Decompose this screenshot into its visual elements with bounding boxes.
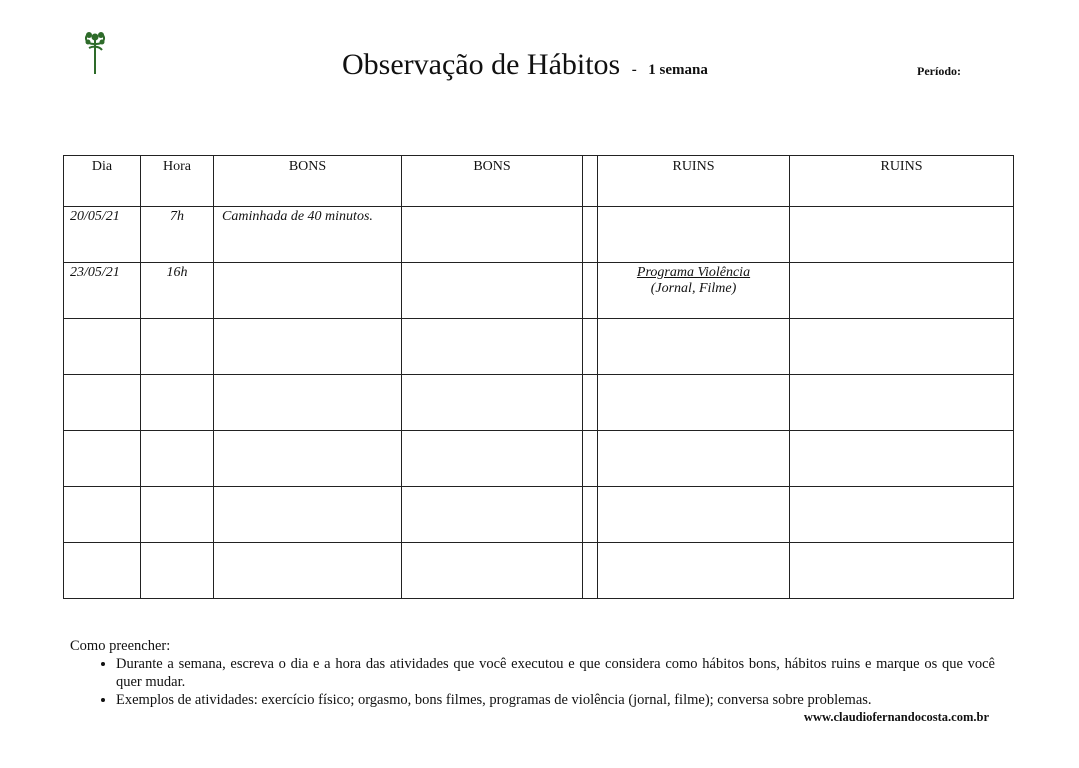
cell-dia[interactable]: 20/05/21: [64, 207, 141, 263]
instruction-item: • Durante a semana, escreva o dia e a hora das atividades que você executou e que considera como hábitos bons, hábitos ruins e marque os que você quer mudar.: [116, 655, 995, 691]
instructions-list: [70, 655, 995, 709]
cell-spacer: [583, 431, 598, 487]
cell-bons-2[interactable]: [402, 207, 583, 263]
cell-dia[interactable]: [64, 319, 141, 375]
cell-ruins-2[interactable]: [790, 431, 1014, 487]
cell-hora[interactable]: [141, 431, 214, 487]
cell-bons-2[interactable]: [402, 319, 583, 375]
cell-hora[interactable]: [141, 319, 214, 375]
header-spacer: [583, 156, 598, 207]
cell-ruins-1[interactable]: [598, 319, 790, 375]
cell-dia[interactable]: [64, 487, 141, 543]
table-row: [64, 263, 1014, 319]
cell-ruins-2[interactable]: [790, 263, 1014, 319]
cell-dia[interactable]: [64, 375, 141, 431]
instruction-item: • Exemplos de atividades: exercício físico; orgasmo, bons filmes, programas de violência (jornal, filme); conversa sobre problemas.: [116, 691, 995, 709]
cell-bons-1[interactable]: [214, 375, 402, 431]
cell-bons-1[interactable]: [214, 543, 402, 599]
cell-hora[interactable]: 7h: [141, 207, 214, 263]
cell-ruins-2[interactable]: [790, 487, 1014, 543]
cell-spacer: [583, 543, 598, 599]
cell-ruins-2[interactable]: [790, 543, 1014, 599]
table-header-row: [64, 156, 1014, 207]
cell-spacer: [583, 263, 598, 319]
cell-spacer: [583, 487, 598, 543]
cell-ruins-1[interactable]: [598, 487, 790, 543]
cell-dia[interactable]: [64, 431, 141, 487]
header-hora: Hora: [141, 156, 214, 207]
cell-ruins-2[interactable]: [790, 319, 1014, 375]
cell-spacer: [583, 207, 598, 263]
header-ruins-1: RUINS: [598, 156, 790, 207]
cell-ruins-2[interactable]: [790, 375, 1014, 431]
instructions-heading: Como preencher:: [70, 638, 171, 654]
ruins-line-1: Programa Violência: [636, 265, 751, 280]
table-row: [64, 487, 1014, 543]
cell-ruins-1[interactable]: [598, 375, 790, 431]
cell-bons-1[interactable]: [214, 487, 402, 543]
cell-ruins-1[interactable]: [598, 431, 790, 487]
header-dia: Dia: [64, 156, 141, 207]
cell-hora[interactable]: [141, 543, 214, 599]
page-title: [342, 48, 708, 82]
cell-bons-1[interactable]: [214, 319, 402, 375]
title-text: Observação de Hábitos: [342, 48, 621, 81]
instructions: [70, 637, 995, 709]
cell-bons-2[interactable]: [402, 375, 583, 431]
cell-bons-1[interactable]: [214, 431, 402, 487]
title-separator: -: [631, 62, 637, 78]
logo-icon: [80, 28, 112, 76]
habits-table: [63, 155, 1014, 599]
cell-dia[interactable]: [64, 543, 141, 599]
cell-bons-1[interactable]: [214, 263, 402, 319]
table-row: [64, 207, 1014, 263]
cell-bons-2[interactable]: [402, 487, 583, 543]
cell-ruins-1[interactable]: [598, 543, 790, 599]
header-ruins-2: RUINS: [790, 156, 1014, 207]
table-row: [64, 543, 1014, 599]
header-bons-2: BONS: [402, 156, 583, 207]
cell-ruins-2[interactable]: [790, 207, 1014, 263]
cell-hora[interactable]: [141, 487, 214, 543]
title-subtitle: 1 semana: [648, 62, 708, 78]
cell-hora[interactable]: [141, 375, 214, 431]
header-bons-1: BONS: [214, 156, 402, 207]
cell-dia[interactable]: 23/05/21: [64, 263, 141, 319]
table-row: [64, 319, 1014, 375]
cell-bons-2[interactable]: [402, 431, 583, 487]
cell-ruins-1[interactable]: [598, 263, 790, 319]
period-label: Período:: [917, 64, 961, 78]
website-link[interactable]: www.claudiofernandocosta.com.br: [803, 710, 989, 724]
table-row: [64, 431, 1014, 487]
ruins-line-2: (Jornal, Filme): [650, 281, 737, 296]
cell-bons-2[interactable]: [402, 543, 583, 599]
cell-hora[interactable]: 16h: [141, 263, 214, 319]
cell-bons-1[interactable]: Caminhada de 40 minutos.: [214, 207, 402, 263]
cell-bons-2[interactable]: [402, 263, 583, 319]
table-row: [64, 375, 1014, 431]
cell-spacer: [583, 319, 598, 375]
cell-spacer: [583, 375, 598, 431]
cell-ruins-1[interactable]: [598, 207, 790, 263]
